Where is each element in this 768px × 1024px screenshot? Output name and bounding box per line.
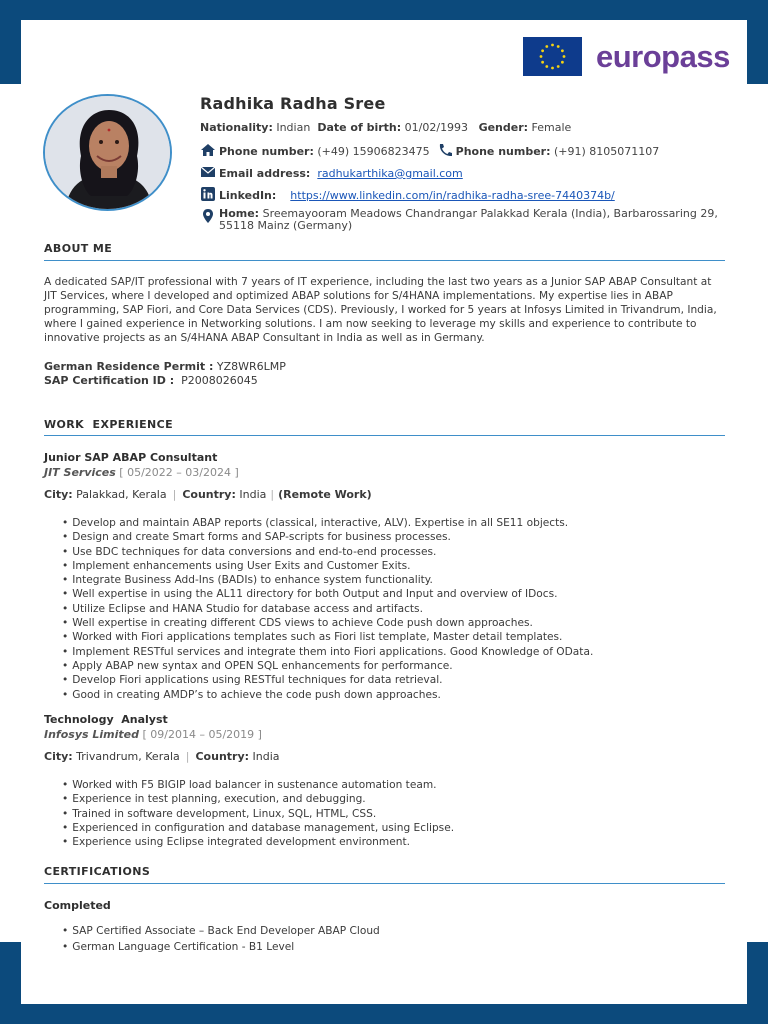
home-phone-icon	[200, 143, 216, 157]
job-employer-line	[44, 466, 239, 479]
job-title: Technology Analyst	[44, 713, 168, 726]
phone2-value[interactable]: (+91) 8105071107	[554, 145, 660, 158]
country-value: India	[239, 488, 267, 501]
dob-value: 01/02/1993	[404, 121, 469, 134]
list-item: • Worked with Fiori applications templates such as Fiori list template, Master detail templates.	[62, 630, 593, 644]
gender-value: Female	[531, 121, 572, 134]
phone-line	[200, 143, 659, 158]
list-item: • SAP Certified Associate – Back End Developer ABAP Cloud	[62, 923, 380, 939]
email-icon	[200, 165, 216, 179]
eu-flag-icon	[523, 37, 582, 76]
employer-name: JIT Services	[44, 466, 116, 479]
home-address-line	[200, 208, 724, 234]
sap-certification-id	[44, 374, 258, 387]
certifications-list	[62, 923, 380, 955]
list-item: • Experienced in configuration and database management, using Eclipse.	[62, 821, 454, 835]
remote-work-tag: (Remote Work)	[278, 488, 372, 501]
europass-wordmark: europass	[596, 38, 730, 74]
phone1-value[interactable]: (+49) 15906823475	[317, 145, 430, 158]
residence-permit	[44, 360, 286, 373]
city-value: Trivandrum, Kerala	[76, 750, 180, 763]
about-divider	[44, 260, 725, 261]
job-employer-line	[44, 728, 262, 741]
list-item: • German Language Certification - B1 Level	[62, 939, 380, 955]
nationality-value: Indian	[276, 121, 311, 134]
list-item: • Implement RESTful services and integrate them into Fiori applications. Good Knowledge of OData.	[62, 645, 593, 659]
country-label: Country:	[195, 750, 250, 763]
city-label: City:	[44, 750, 73, 763]
country-value: India	[252, 750, 280, 763]
frame-left	[0, 0, 21, 84]
job-dates: [ 09/2014 – 05/2019 ]	[142, 728, 262, 741]
job-dates: [ 05/2022 – 03/2024 ]	[119, 466, 239, 479]
phone1-label: Phone number:	[219, 145, 314, 158]
list-item: • Utilize Eclipse and HANA Studio for database access and artifacts.	[62, 602, 593, 616]
cert-id-label: SAP Certification ID :	[44, 374, 175, 387]
job-location-line: City: Palakkad, Kerala | Country: India | (Remote Work)	[44, 488, 372, 501]
email-line	[200, 165, 463, 180]
linkedin-link[interactable]: https://www.linkedin.com/in/radhika-radha-sree-7440374b/	[290, 189, 615, 202]
list-item: • Well expertise in creating different CDS views to achieve Code push down approaches.	[62, 616, 593, 630]
certifications-subtitle: Completed	[44, 899, 111, 912]
work-divider	[44, 435, 725, 436]
gender-label: Gender:	[478, 121, 529, 134]
list-item: • Design and create Smart forms and SAP-scripts for business processes.	[62, 530, 593, 544]
linkedin-line	[200, 187, 615, 202]
personal-details-line	[200, 121, 571, 134]
nationality-label: Nationality:	[200, 121, 273, 134]
list-item: • Good in creating AMDP’s to achieve the code push down approaches.	[62, 688, 593, 702]
job-duties-list	[62, 516, 593, 702]
list-item: • Trained in software development, Linux, SQL, HTML, CSS.	[62, 807, 454, 821]
frame-right	[747, 0, 768, 84]
frame-bottom	[0, 1004, 768, 1024]
email-link[interactable]: radhukarthika@gmail.com	[317, 167, 463, 180]
linkedin-label: LinkedIn:	[219, 189, 277, 202]
job-location-line: City: Trivandrum, Kerala | Country: India	[44, 750, 280, 763]
work-section-title: WORK EXPERIENCE	[44, 418, 173, 431]
employer-name: Infosys Limited	[44, 728, 139, 741]
person-name: Radhika Radha Sree	[200, 94, 386, 113]
job-duties-list	[62, 778, 454, 849]
home-value: Sreemayooram Meadows Chandrangar Palakkad Kerala (India), Barbarossaring 29, 55118 Mainz (Germany)	[219, 207, 718, 232]
list-item: • Well expertise in using the AL11 directory for both Output and Input and overview of IDocs.	[62, 587, 593, 601]
city-value: Palakkad, Kerala	[76, 488, 167, 501]
profile-photo	[43, 94, 172, 211]
list-item: • Worked with F5 BIGIP load balancer in sustenance automation team.	[62, 778, 454, 792]
job-title: Junior SAP ABAP Consultant	[44, 451, 218, 464]
phone2-label: Phone number:	[455, 145, 551, 158]
list-item: • Use BDC techniques for data conversions and end-to-end processes.	[62, 545, 593, 559]
list-item: • Develop Fiori applications using RESTful techniques for data retrieval.	[62, 673, 593, 687]
list-item: • Experience in test planning, execution, and debugging.	[62, 792, 454, 806]
list-item: • Experience using Eclipse integrated development environment.	[62, 835, 454, 849]
list-item: • Integrate Business Add-Ins (BADIs) to enhance system functionality.	[62, 573, 593, 587]
dob-label: Date of birth:	[317, 121, 402, 134]
list-item: • Implement enhancements using User Exits and Customer Exits.	[62, 559, 593, 573]
location-pin-icon	[200, 208, 216, 234]
certifications-divider	[44, 883, 725, 884]
list-item: • Develop and maintain ABAP reports (classical, interactive, ALV). Expertise in all SE11 objects.	[62, 516, 593, 530]
country-label: Country:	[182, 488, 236, 501]
about-text: A dedicated SAP/IT professional with 7 years of IT experience, including the last two years as a Junior SAP ABAP Consultant at JIT Services, where I developed and optimized ABAP solutions for S/4HANA implementations. My expertise lies in ABAP programming, SAP Fiori, and Core Data Services (CDS). Previously, I worked for 5 years at Infosys Limited in Trivandrum, India, where I gained experience in Networking solutions. I am now seeking to leverage my skills and experience to contribute to innovative projects as an S/4HANA ABAP Consultant in India as well as in Germany.	[44, 276, 717, 344]
home-label: Home:	[219, 207, 260, 220]
permit-label: German Residence Permit :	[44, 360, 214, 373]
linkedin-icon	[200, 187, 216, 201]
cert-id-value: P2008026045	[181, 374, 258, 387]
phone-icon	[437, 143, 453, 157]
list-item: • Apply ABAP new syntax and OPEN SQL enhancements for performance.	[62, 659, 593, 673]
permit-value: YZ8WR6LMP	[216, 360, 286, 373]
about-section-title: ABOUT ME	[44, 242, 113, 255]
frame-top	[0, 0, 768, 20]
europass-logo	[523, 37, 730, 76]
city-label: City:	[44, 488, 73, 501]
certifications-section-title: CERTIFICATIONS	[44, 865, 151, 878]
email-label: Email address:	[219, 167, 311, 180]
